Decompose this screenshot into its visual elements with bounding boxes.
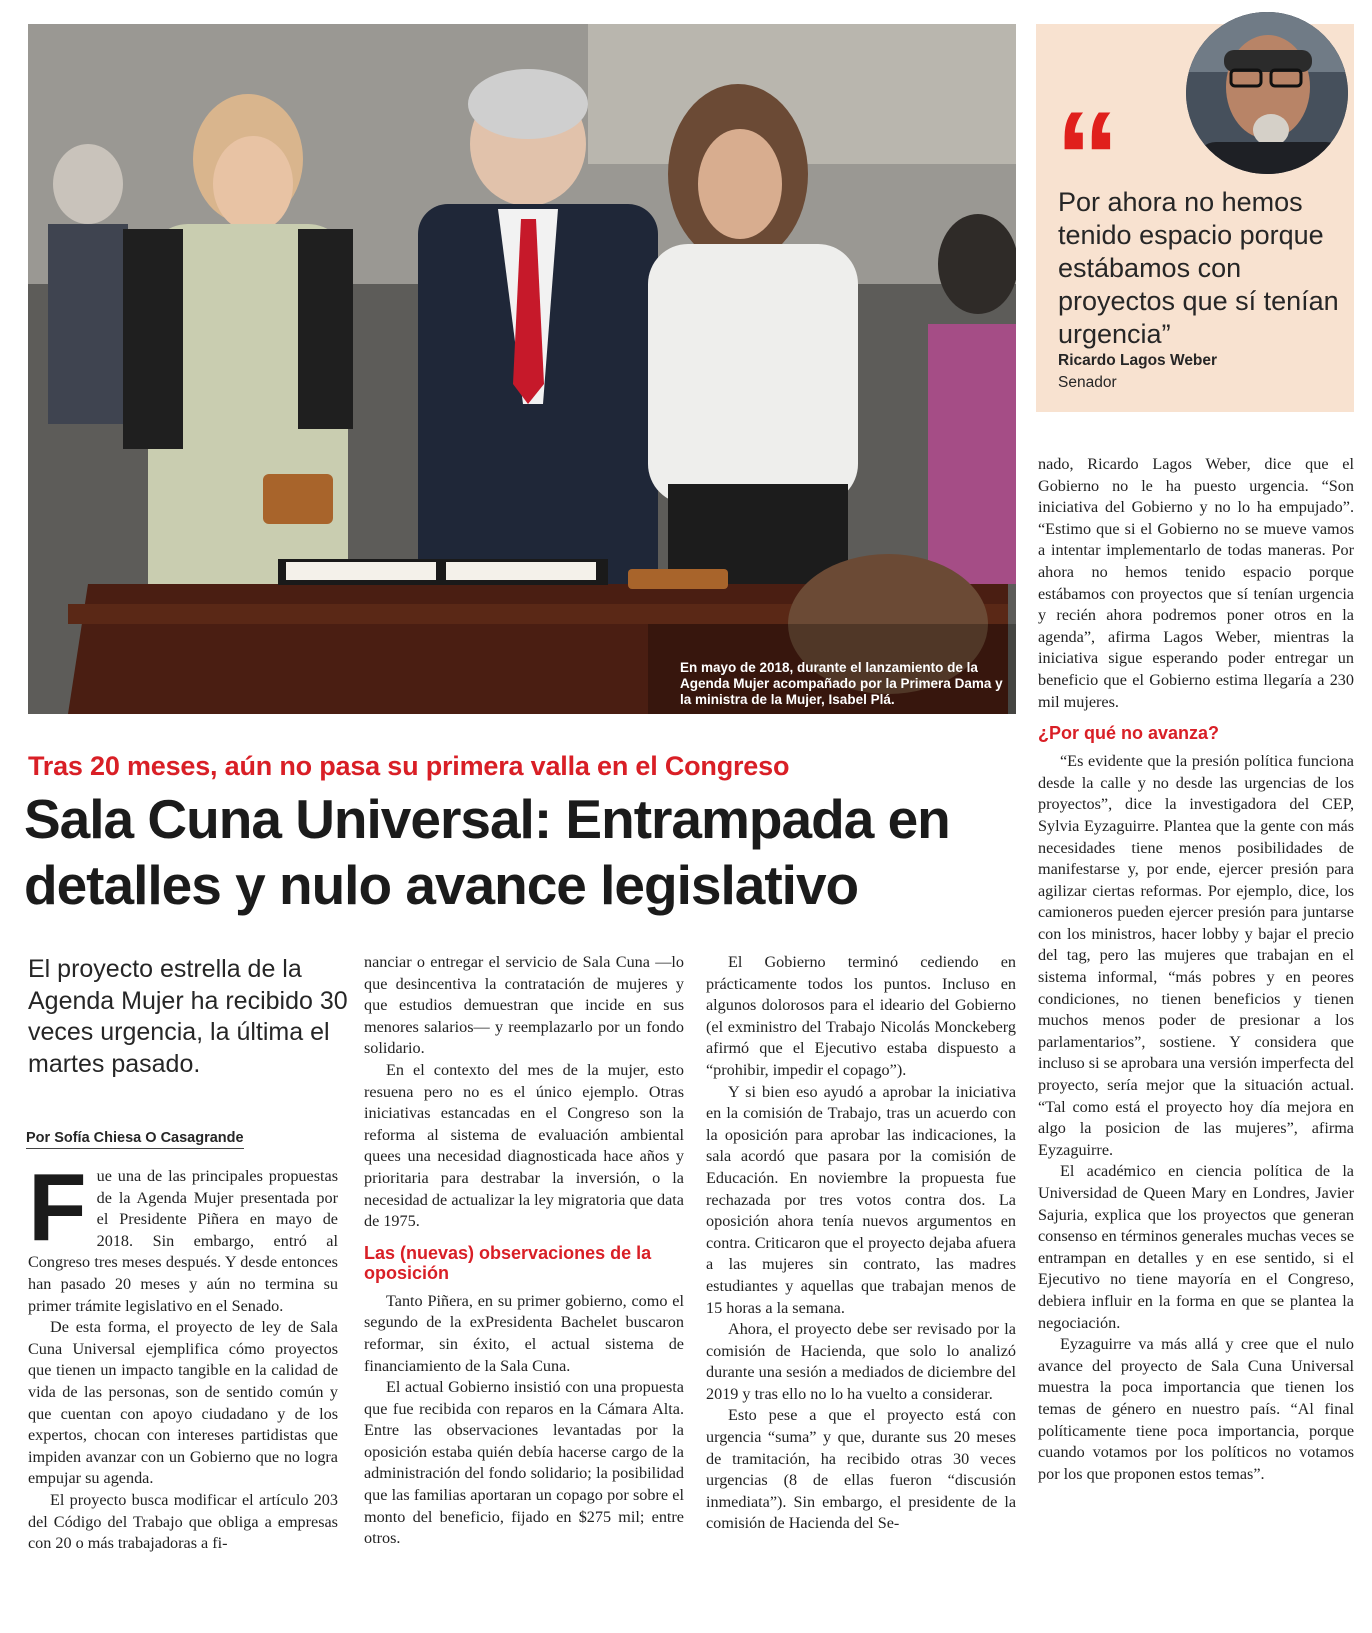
body-column-1 — [28, 1154, 338, 1555]
body-column-3 — [706, 952, 1016, 1535]
article-headline: Sala Cuna Universal: Entrampada en detalles y nulo avance legislativo — [24, 788, 950, 916]
body-paragraph: El actual Gobierno insistió con una propuesta que fue recibida con reparos en la Cámara Alta. Entre las observaciones levantadas por la oposición estaba quién debía hacerse cargo de la administración del fondo solidario; la posibilidad que las familias aportaran un copago por sobre el monto del beneficio, fijado en $275 mil; entre otros. — [364, 1378, 684, 1548]
pull-quote-role: Senador — [1058, 374, 1117, 391]
body-paragraph: nanciar o entregar el servicio de Sala Cuna —lo que desincentiva la contratación de mujeres y que estudios demuestran que incide en sus menores salarios— y reemplazarlo por un fondo solidario. — [364, 953, 684, 1058]
main-photo — [28, 24, 1016, 714]
body-paragraph: El académico en ciencia política de la Universidad de Queen Mary en Londres, Javier Sajuria, explica que los proyectos que generan consenso en términos generales muchas veces se entrampan en detalles y en ese sentido, si el Ejecutivo no tiene mayoría en el Congreso, debiera influir en la forma en que se plantea la negociación. — [1038, 1162, 1354, 1332]
body-paragraph: Tanto Piñera, en su primer gobierno, como el segundo de la exPresidenta Bachelet buscaron reformar, sin éxito, el actual sistema de financiamiento de la Sala Cuna. — [364, 1291, 684, 1375]
portrait-illustration — [1186, 12, 1348, 174]
body-paragraph: Esto pese a que el proyecto está con urgencia “suma” y que, durante sus 20 meses de tramitación, ha recibido otras 30 veces urgencias (8 de ellas fueron “discusión inmediata”). Sin embargo, el presidente de la comisión de Hacienda del Se- — [706, 1406, 1016, 1533]
body-paragraph: Ahora, el proyecto debe ser revisado por la comisión de Hacienda, que solo lo analizó durante una sesión a mediados de diciembre del 2019 y tras ello no lo ha vuelto a considerar. — [706, 1320, 1016, 1403]
body-column-4 — [1038, 454, 1354, 1485]
body-column-2 — [364, 952, 684, 1550]
article-kicker: Tras 20 meses, aún no pasa su primera valla en el Congreso — [28, 751, 790, 781]
body-paragraph: Y si bien eso ayudó a aprobar la iniciativa en la comisión de Trabajo, tras un acuerdo con la oposición para aprobar las indicaciones, la sala acordó que pasara por la comisión de Educación. En noviembre la propuesta fue rechazada por tres votos contra dos. La oposición ahora tenía nuevos argumentos en contra. Criticaron que el proyecto dejaba afuera a las mujeres sin contrato, las madres estudiantes y aquellas que trabajan menos de 15 horas a la semana. — [706, 1082, 1016, 1317]
pull-quote-text: Por ahora no hemos tenido espacio porque estábamos con proyectos que sí tenían urgencia” — [1058, 187, 1339, 349]
photo-caption: En mayo de 2018, durante el lanzamiento de la Agenda Mujer acompañado por la Primera Dama y la ministra de la Mujer, Isabel Plá. — [680, 660, 1003, 707]
quote-mark-icon: “ — [1055, 84, 1114, 230]
body-paragraph: ue una de las principales propuestas de la Agenda Mujer presentada por el Presidente Piñera en mayo de 2018. Sin embargo, entró al Congreso tres meses después. Y desde entonces han pasado 20 meses y aún no termina su primer trámite legislativo en el Senado. — [28, 1167, 338, 1315]
body-paragraph: El Gobierno terminó cediendo en prácticamente todos los puntos. Incluso en algunos dolorosos para el ideario del Gobierno (el exministro del Trabajo Nicolás Monckeberg afirmó que el Ejecutivo estaba dispuesto a “prohibir, impedir el copago”). — [706, 953, 1016, 1079]
body-paragraph: El proyecto busca modificar el artículo 203 del Código del Trabajo que obliga a empresas con 20 o más trabajadoras a fi- — [28, 1490, 338, 1553]
body-paragraph: nado, Ricardo Lagos Weber, dice que el Gobierno no le ha puesto urgencia. “Son iniciativa del Gobierno y no lo ha empujado”. “Estimo que si el Gobierno no se mueve vamos a intentar implementarlo de todas maneras. Por ahora no hemos tenido espacio porque estábamos con proyectos que sí tenían urgencia y recién ahora podremos poner otros en la agenda”, afirma Lagos Weber, mientras la iniciativa sigue esperando poder entregar un beneficio que el Gobierno estima llegaría a 230 mil mujeres. — [1038, 455, 1354, 711]
article-lede: El proyecto estrella de la Agenda Mujer ha recibido 30 veces urgencia, la última el martes pasado. — [28, 955, 348, 1078]
photo-illustration — [28, 24, 1016, 714]
subhead-por-que: ¿Por qué no avanza? — [1038, 723, 1220, 744]
body-paragraph: De esta forma, el proyecto de ley de Sala Cuna Universal ejemplifica cómo proyectos que tienen un impacto tangible en la calidad de vida de las personas, son de sentido común y que cuentan con apoyo ciudadano y de los expertos, chocan con intereses partidistas que impiden avanzar con un Gobierno que no logra empujar su agenda. — [28, 1318, 338, 1488]
author-portrait — [1186, 12, 1348, 174]
body-paragraph: Eyzaguirre va más allá y cree que el nulo avance del proyecto de Sala Cuna Universal muestra la poca importancia que tienen los temas de género en nuestro país. “Al final políticamente tiene poca importancia, porque cuando votamos por los políticos no votamos por los que proponen estos temas”. — [1038, 1335, 1354, 1483]
body-paragraph: En el contexto del mes de la mujer, esto resuena pero no es el único ejemplo. Otras iniciativas estancadas en el Congreso son la reforma al sistema de evaluación ambiental quees una necesidad diagnosticada hace años y prioritaria para destrabar la inversión, o la necesidad de actualizar la ley migratoria que data de 1975. — [364, 1060, 684, 1231]
subhead-oposicion: Las (nuevas) observaciones de la oposición — [364, 1242, 652, 1283]
byline: Por Sofía Chiesa O Casagrande — [26, 1130, 244, 1149]
body-paragraph: “Es evidente que la presión política funciona desde la calle y no desde las urgencias de los proyectos”, dice la investigadora del CEP, Sylvia Eyzaguirre. Plantea que la gente con más necesidades tiene menos posibilidades de manifestarse y, por ende, ejercer presión para agilizar ciertas reformas. Por ejemplo, dice, los camioneros pueden ejercer presión para juntarse con los ministros, hacer lobby y bajar el precio del tag, pero las mujeres que trabajan en el sistema informal, “más pobres y en peores condiciones, no tienen beneficios y tienen muchos menos poder de presionar a los parlamentarios”, sostiene. Y considera que incluso si se aprobara una versión imperfecta del proyecto, sería mejor que la situación actual. “Tal como está el proyecto hoy día mejora en algo la posicion de las mujeres”, afirma Eyzaguirre. — [1038, 752, 1354, 1159]
drop-cap: F — [28, 1154, 87, 1261]
pull-quote-author: Ricardo Lagos Weber — [1058, 352, 1218, 369]
